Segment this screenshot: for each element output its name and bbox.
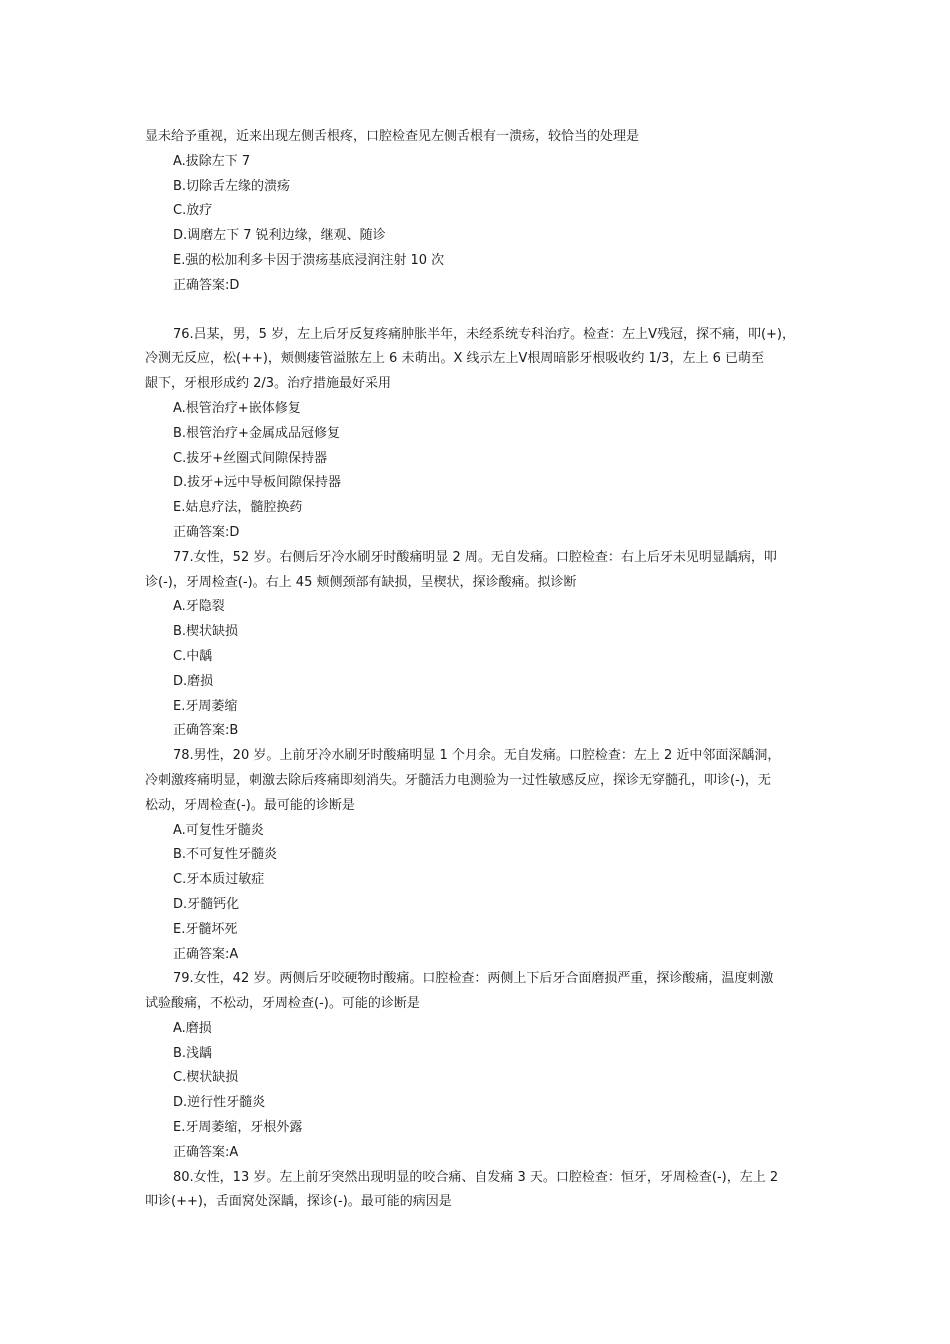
q79-option-b: B.浅龋 [173, 1045, 213, 1061]
q77-option-b: B.楔状缺损 [173, 624, 239, 640]
q79-option-a: A.磨损 [173, 1020, 212, 1036]
q78-option-d: D.牙髓钙化 [173, 896, 240, 912]
q79-answer: 正确答案:A [173, 1144, 239, 1160]
q77-stem-line-2: 诊(-)，牙周检查(-)。右上 45 颊侧颈部有缺损，呈楔状，探诊酸痛。拟诊断 [145, 574, 577, 590]
q78-option-b: B.不可复性牙髓炎 [173, 847, 278, 863]
q78-stem-line-2: 冷刺激疼痛明显，刺激去除后疼痛即刻消失。牙髓活力电测验为一过性敏感反应，探诊无穿髓孔，叩诊(-)，无 [145, 772, 771, 788]
document-content [145, 125, 810, 1215]
q75-option-c: C.放疗 [173, 203, 213, 219]
q76-stem-line-3: 龈下，牙根形成约 2/3。治疗措施最好采用 [145, 376, 392, 392]
q76-stem-line-2: 冷测无反应，松(++)，颊侧瘘管溢脓左上 6 未萌出。X 线示左上Ⅴ根周暗影牙根吸收约 1/3，左上 6 已萌至 [145, 351, 764, 367]
q78-option-e: E.牙髓坏死 [173, 921, 238, 937]
q79-option-d: D.逆行性牙髓炎 [173, 1095, 266, 1111]
q79-option-c: C.楔状缺损 [173, 1070, 239, 1086]
q79-stem-line-2: 试验酸痛，不松动，牙周检查(-)。可能的诊断是 [145, 996, 420, 1012]
q76-option-a: A.根管治疗+嵌体修复 [173, 400, 301, 416]
q78-stem-line-3: 松动，牙周检查(-)。最可能的诊断是 [145, 797, 355, 813]
q75-option-a: A.拔除左下 7 [173, 153, 251, 169]
q75-stem-tail: 显未给予重视，近来出现左侧舌根疼，口腔检查见左侧舌根有一溃疡，较恰当的处理是 [145, 129, 640, 144]
q80-stem-line-1: 80.女性，13 岁。左上前牙突然出现明显的咬合痛、自发痛 3 天。口腔检查：恒牙，牙周检查(-)，左上 2 [173, 1169, 779, 1185]
q76-stem-line-1: 76.吕某，男，5 岁，左上后牙反复疼痛肿胀半年，未经系统专科治疗。检查：左上Ⅴ残冠，探不痛，叩(+)， [173, 326, 796, 342]
q76-option-c: C.拔牙+丝圈式间隙保持器 [173, 450, 328, 466]
q77-stem-line-1: 77.女性，52 岁。右侧后牙冷水刷牙时酸痛明显 2 周。无自发痛。口腔检查：右上后牙未见明显龋病，叩 [173, 549, 777, 565]
q79-option-e: E.牙周萎缩，牙根外露 [173, 1120, 303, 1136]
q77-option-e: E.牙周萎缩 [173, 698, 238, 714]
q76-option-e: E.姑息疗法，髓腔换药 [173, 500, 303, 516]
q80-stem-line-2: 叩诊(++)，舌面窝处深龋，探诊(-)。最可能的病因是 [145, 1194, 452, 1210]
q77-option-a: A.牙隐裂 [173, 599, 225, 615]
q75-option-b: B.切除舌左缘的溃疡 [173, 178, 291, 194]
q75-answer: 正确答案:D [173, 277, 240, 293]
paragraph-gap [145, 299, 810, 323]
q77-option-d: D.磨损 [173, 673, 214, 689]
q76-answer: 正确答案:D [173, 524, 240, 540]
q78-stem-line-1: 78.男性，20 岁。上前牙冷水刷牙时酸痛明显 1 个月余。无自发痛。口腔检查：左上 2 近中邻面深龋洞， [173, 748, 781, 764]
q79-stem-line-1: 79.女性，42 岁。两侧后牙咬硬物时酸痛。口腔检查：两侧上下后牙合面磨损严重，探诊酸痛，温度刺激 [173, 971, 774, 987]
q75-option-d: D.调磨左下 7 锐利边缘，继观、随诊 [173, 228, 386, 244]
q78-option-c: C.牙本质过敏症 [173, 872, 265, 888]
q77-option-c: C.中龋 [173, 648, 213, 664]
q77-answer: 正确答案:B [173, 723, 239, 739]
q75-option-e: E.强的松加利多卡因于溃疡基底浸润注射 10 次 [173, 252, 445, 268]
q76-option-b: B.根管治疗+金属成品冠修复 [173, 425, 340, 441]
q78-answer: 正确答案:A [173, 946, 239, 962]
q78-option-a: A.可复性牙髓炎 [173, 822, 264, 838]
q76-option-d: D.拔牙+远中导板间隙保持器 [173, 475, 342, 491]
